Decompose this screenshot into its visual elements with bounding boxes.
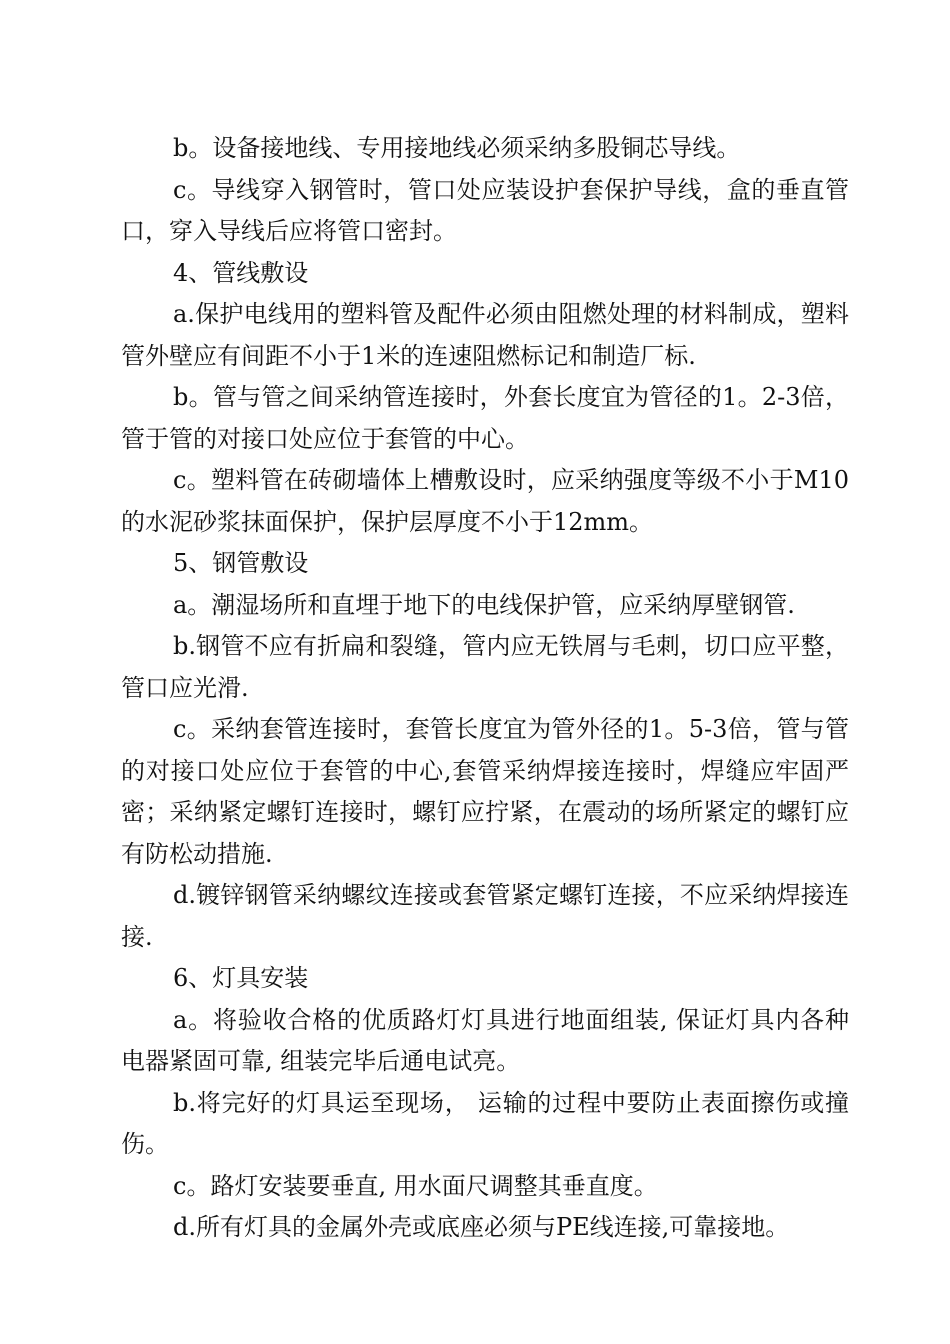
paragraph-pipe-joint: b。管与管之间采纳管连接时，外套长度宜为管径的1。2-3倍，管于管的对接口处应位于套管的中心。	[121, 383, 849, 453]
paragraph-plastic-pipe-material: a.保护电线用的塑料管及配件必须由阻燃处理的材料制成，塑料管外壁应有间距不小于1米的连速阻燃标记和制造厂标.	[121, 300, 849, 370]
paragraph-lamp-transport: b.将完好的灯具运至现场， 运输的过程中要防止表面擦伤或撞伤。	[121, 1088, 849, 1158]
paragraph-lamp-vertical: c。路灯安装要垂直, 用水面尺调整其垂直度。	[173, 1171, 658, 1200]
section-heading-lamp-install: 6、灯具安装	[173, 964, 309, 992]
paragraph-wall-groove: c。塑料管在砖砌墙体上槽敷设时，应采纳强度等级不小于M10的水泥砂浆抹面保护，保护层厚度不小于12mm。	[121, 466, 849, 536]
paragraph-thick-wall-steel: a。潮湿场所和直埋于地下的电线保护管，应采纳厚壁钢管.	[173, 590, 795, 619]
document-page	[121, 128, 849, 1249]
paragraph-conduit-entry: c。导线穿入钢管时，管口处应装设护套保护导线，盒的垂直管口，穿入导线后应将管口密封。	[121, 175, 849, 245]
paragraph-sleeve-connection: c。采纳套管连接时，套管长度宜为管外径的1。5-3倍，管与管的对接口处应位于套管的中心,套管采纳焊接连接时，焊缝应牢固严密；采纳紧定螺钉连接时，螺钉应拧紧，在震动的场所紧定的螺钉应有防松动措施.	[121, 715, 849, 868]
paragraph-grounding-wire: b。设备接地线、专用接地线必须采纳多股铜芯导线。	[173, 134, 741, 162]
section-heading-steel-pipe: 5、钢管敷设	[173, 549, 309, 577]
section-heading-pipe-laying: 4、管线敷设	[173, 258, 309, 287]
paragraph-galvanized-pipe: d.镀锌钢管采纳螺纹连接或套管紧定螺钉连接，不应采纳焊接连接.	[121, 881, 849, 951]
paragraph-lamp-assembly: a。将验收合格的优质路灯灯具进行地面组装, 保证灯具内各种电器紧固可靠, 组装完毕后通电试亮。	[121, 1005, 849, 1075]
paragraph-steel-pipe-quality: b.钢管不应有折扁和裂缝，管内应无铁屑与毛刺，切口应平整，管口应光滑.	[121, 632, 849, 702]
paragraph-lamp-grounding: d.所有灯具的金属外壳或底座必须与PE线连接,可靠接地。	[173, 1213, 790, 1241]
